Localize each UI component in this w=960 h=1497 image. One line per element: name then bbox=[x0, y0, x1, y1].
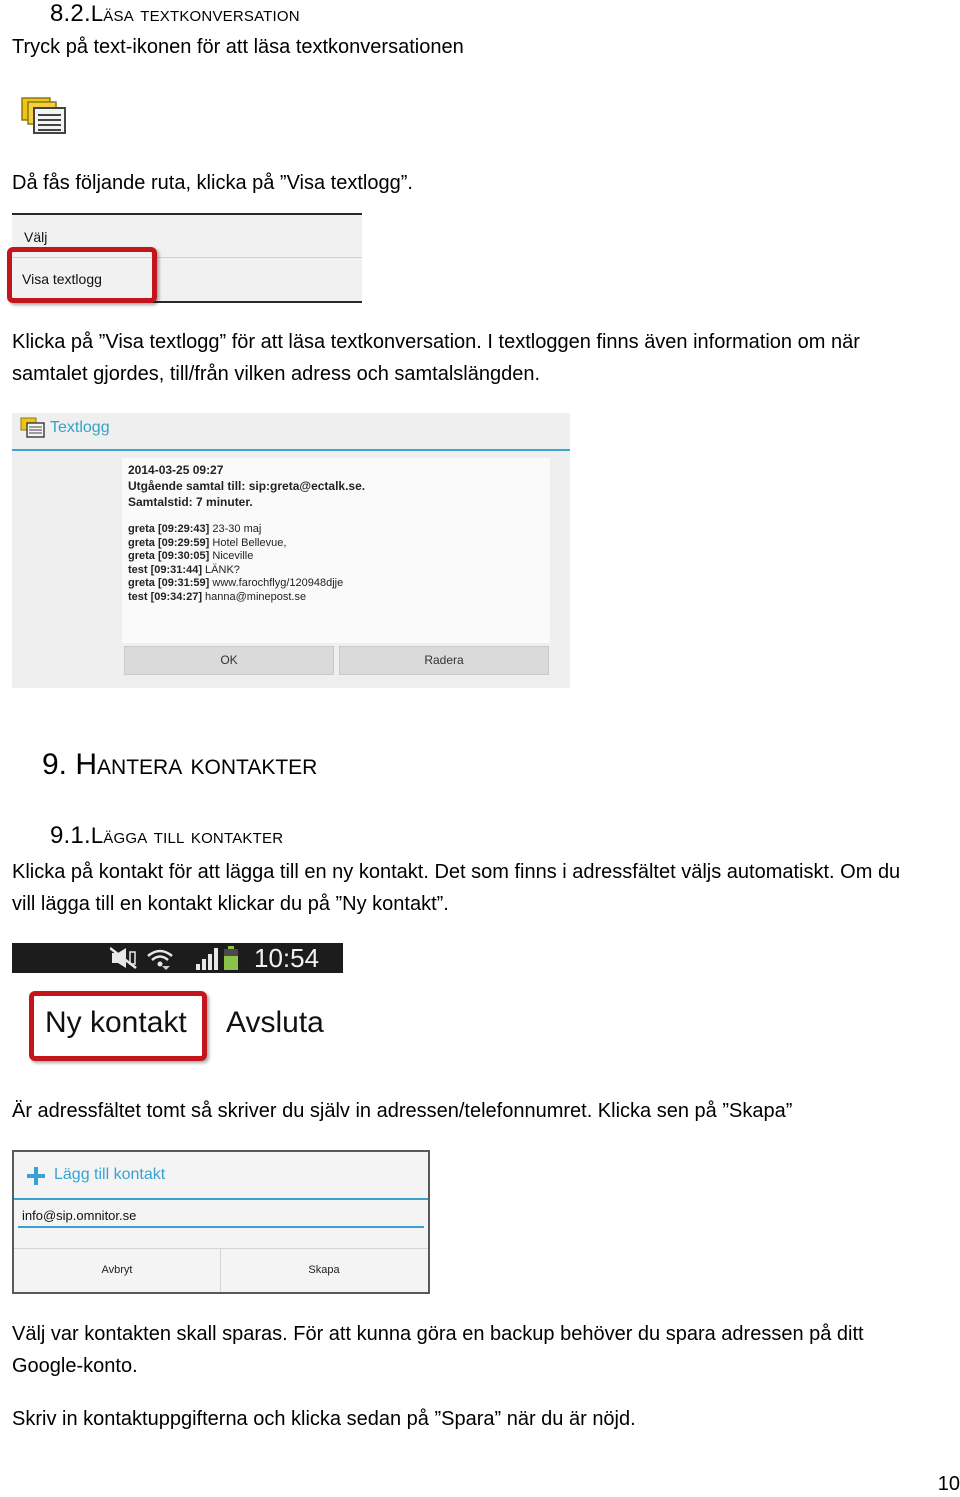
message-row bbox=[128, 591, 343, 605]
dialog-title: Lägg till kontakt bbox=[54, 1166, 166, 1183]
message-sender: greta [09:30:05] bbox=[128, 550, 210, 563]
message-sender: greta [09:29:43] bbox=[128, 523, 210, 535]
paragraph-line: Klicka på kontakt för att lägga till en ny kontakt. Det som finns i adressfältet väljs automatiskt. Om du bbox=[12, 861, 901, 883]
wifi-icon bbox=[148, 951, 172, 970]
status-bar bbox=[12, 943, 343, 973]
section-number: 8.2. bbox=[50, 0, 91, 27]
paragraph-line: Klicka på ”Visa textlogg” för att läsa textkonversation. I textloggen finns även information om när bbox=[12, 331, 860, 353]
lagg-till-kontakt-dialog bbox=[12, 1150, 430, 1294]
textlogg-title: Textlogg bbox=[50, 419, 110, 436]
section-title: Lägga till kontakter bbox=[90, 823, 284, 848]
radera-button[interactable]: Radera bbox=[339, 646, 549, 675]
message-sender: greta [09:31:59] bbox=[128, 577, 210, 590]
visa-textlogg-item[interactable]: Visa textlogg bbox=[22, 271, 102, 287]
page-number: 10 bbox=[937, 1473, 960, 1495]
text-log-icon bbox=[20, 417, 46, 439]
call-duration: Samtalstid: 7 minuter. bbox=[128, 495, 253, 509]
section-number: 9. bbox=[42, 748, 68, 781]
section-9-heading bbox=[42, 748, 317, 782]
signal-icon bbox=[196, 948, 218, 970]
message-text: 23-30 maj bbox=[212, 523, 262, 535]
address-field[interactable]: info@sip.omnitor.se bbox=[22, 1208, 137, 1223]
paragraph-line: Google-konto. bbox=[12, 1355, 138, 1377]
section-8-2-heading bbox=[50, 0, 300, 28]
title-underline bbox=[12, 449, 570, 451]
message-row bbox=[128, 537, 343, 551]
ny-kontakt-button[interactable]: Ny kontakt bbox=[45, 1006, 187, 1039]
text-log-icon[interactable] bbox=[20, 96, 68, 136]
call-info bbox=[128, 462, 365, 510]
avsluta-button[interactable]: Avsluta bbox=[226, 1006, 324, 1039]
ok-button[interactable]: OK bbox=[124, 646, 334, 675]
message-sender: test [09:31:44] bbox=[128, 563, 202, 576]
after-icon-text: Då fås följande ruta, klicka på ”Visa textlogg”. bbox=[12, 172, 413, 194]
section-title: Läsa textkonversation bbox=[90, 1, 300, 26]
valj-title: Välj bbox=[24, 229, 48, 245]
clock: 10:54 bbox=[254, 943, 320, 973]
textlogg-dialog bbox=[12, 413, 570, 688]
title-underline bbox=[14, 1198, 428, 1200]
message-row bbox=[128, 550, 343, 564]
message-text: Niceville bbox=[212, 550, 254, 563]
mute-icon bbox=[110, 948, 136, 968]
call-date: 2014-03-25 09:27 bbox=[128, 463, 224, 477]
paragraph-line: vill lägga till en kontakt klickar du på ”Ny kontakt”. bbox=[12, 893, 449, 915]
message-sender: test [09:34:27] bbox=[128, 590, 202, 603]
paragraph-line: Välj var kontakten skall sparas. För att kunna göra en backup behöver du spara adressen på ditt bbox=[12, 1323, 864, 1345]
message-text: LÄNK? bbox=[205, 563, 240, 576]
skapa-button[interactable]: Skapa bbox=[308, 1264, 340, 1276]
message-text: www.farochflyg/120948djje bbox=[212, 577, 344, 590]
section-number: 9.1. bbox=[50, 822, 91, 849]
section-title: Hantera kontakter bbox=[75, 748, 318, 781]
highlight-box bbox=[7, 247, 157, 303]
message-sender: greta [09:29:59] bbox=[128, 536, 210, 549]
paragraph-line: samtalet gjordes, till/från vilken adress och samtalslängden. bbox=[12, 363, 541, 385]
divider bbox=[14, 1248, 428, 1249]
intro-text: Tryck på text-ikonen för att läsa textkonversationen bbox=[12, 36, 464, 58]
plus-icon bbox=[26, 1166, 46, 1186]
call-outgoing: Utgående samtal till: sip:greta@ectalk.se. bbox=[128, 479, 366, 493]
message-list bbox=[128, 523, 343, 605]
message-row bbox=[128, 523, 343, 537]
section-9-1-heading bbox=[50, 822, 283, 850]
battery-icon bbox=[224, 946, 238, 970]
message-row bbox=[128, 564, 343, 578]
paragraph-line: Skriv in kontaktuppgifterna och klicka sedan på ”Spara” när du är nöjd. bbox=[12, 1408, 636, 1430]
status-icons bbox=[110, 946, 246, 970]
field-underline bbox=[18, 1226, 424, 1228]
message-text: hanna@minepost.se bbox=[205, 590, 307, 603]
message-row bbox=[128, 577, 343, 591]
message-text: Hotel Bellevue, bbox=[212, 536, 287, 549]
avbryt-button[interactable]: Avbryt bbox=[101, 1264, 133, 1276]
paragraph-line: Är adressfältet tomt så skriver du själv in adressen/telefonnumret. Klicka sen på ”Skapa” bbox=[12, 1100, 793, 1122]
